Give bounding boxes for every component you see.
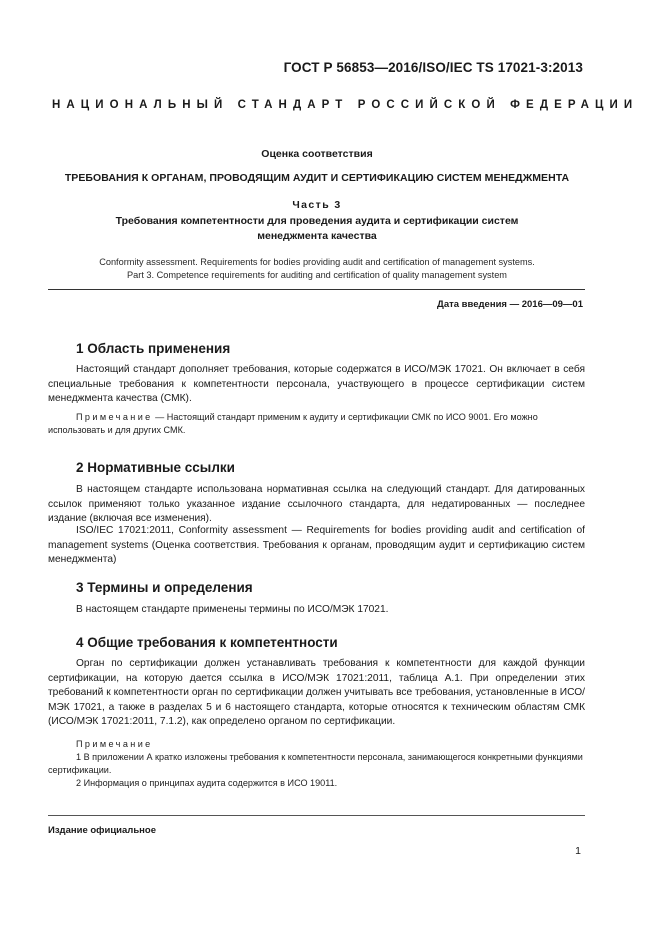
section-4-note-1: 1 В приложении А кратко изложены требования к компетентности персонала, занимающегося конкретными функциями сертификации. xyxy=(48,752,583,776)
title-subtitle xyxy=(48,214,586,244)
subtitle-line-2: менеджмента качества xyxy=(257,230,377,242)
title-main: ТРЕБОВАНИЯ К ОРГАНАМ, ПРОВОДЯЩИМ АУДИТ И СЕРТИФИКАЦИЮ СИСТЕМ МЕНЕДЖМЕНТА xyxy=(64,172,570,184)
section-2-paragraph-1: В настоящем стандарте использована нормативная ссылка на следующий стандарт. Для датированных ссылок применяют только указанное издание ссылочного стандарта, для недатированных — последнее издание (включая все изменения). xyxy=(48,484,585,525)
section-2-paragraph-2: ISO/IEC 17021:2011, Conformity assessment — Requirements for bodies providing audit and certification of management systems (Оценка соответствия. Требования к органам, проводящим аудит и сертификацию систем менеджмента) xyxy=(48,525,585,566)
section-1-note xyxy=(48,411,585,437)
footer-divider xyxy=(48,815,585,816)
section-1-paragraph: Настоящий стандарт дополняет требования, которые содержатся в ИСО/МЭК 17021. Он включает в себя специальные требования к компетентности персонала, участвующего в процессе сертификации систем менеджмента качества (СМК). xyxy=(48,364,585,405)
section-4-note-label: Примечание xyxy=(76,739,153,749)
section-4-note-2: 2 Информация о принципах аудита содержится в ИСО 19011. xyxy=(76,778,338,788)
section-4-paragraph: Орган по сертификации должен устанавливать требования к компетентности для каждой функции сертификации, на которую дается ссылка в ИСО/МЭК 17021:2011, таблица А.1. При определении этих требований к компетентности орган по сертификации должен учитывать все требования, установленные в ИСО/МЭК 17021, а также в разделах 5 и 6 настоящего стандарта, которые относятся к техническим областям СМК (ИСО/МЭК 17021:2011, 7.1.2), как определено органом по сертификации. xyxy=(48,658,585,728)
english-line-2: Part 3. Competence requirements for auditing and certification of quality management system xyxy=(127,269,507,280)
english-line-1: Conformity assessment. Requirements for bodies providing audit and certification of management systems. xyxy=(99,257,535,267)
note-text: — Настоящий стандарт применим к аудиту и сертификации СМК по ИСО 9001. Его можно использовать и для других СМК. xyxy=(48,412,538,436)
national-standard-banner: НАЦИОНАЛЬНЫЙ СТАНДАРТ РОССИЙСКОЙ ФЕДЕРАЦИИ xyxy=(52,99,639,111)
section-3-heading: 3 Термины и определения xyxy=(76,580,253,595)
introduction-date: Дата введения — 2016—09—01 xyxy=(437,299,583,310)
note-label: Примечание xyxy=(76,412,153,422)
title-category: Оценка соответствия xyxy=(261,148,373,160)
title-english xyxy=(48,256,586,281)
title-part: Часть 3 xyxy=(292,199,342,211)
title-divider xyxy=(48,289,585,290)
section-1-heading: 1 Область применения xyxy=(76,341,231,356)
page-number: 1 xyxy=(575,845,581,857)
official-edition-label: Издание официальное xyxy=(48,825,156,836)
document-code: ГОСТ Р 56853—2016/ISO/IEC TS 17021-3:2013 xyxy=(283,60,583,75)
subtitle-line-1: Требования компетентности для проведения аудита и сертификации систем xyxy=(115,215,519,227)
section-4-heading: 4 Общие требования к компетентности xyxy=(76,635,338,650)
section-2-heading: 2 Нормативные ссылки xyxy=(76,460,235,475)
section-3-paragraph: В настоящем стандарте применены термины по ИСО/МЭК 17021. xyxy=(76,604,389,615)
